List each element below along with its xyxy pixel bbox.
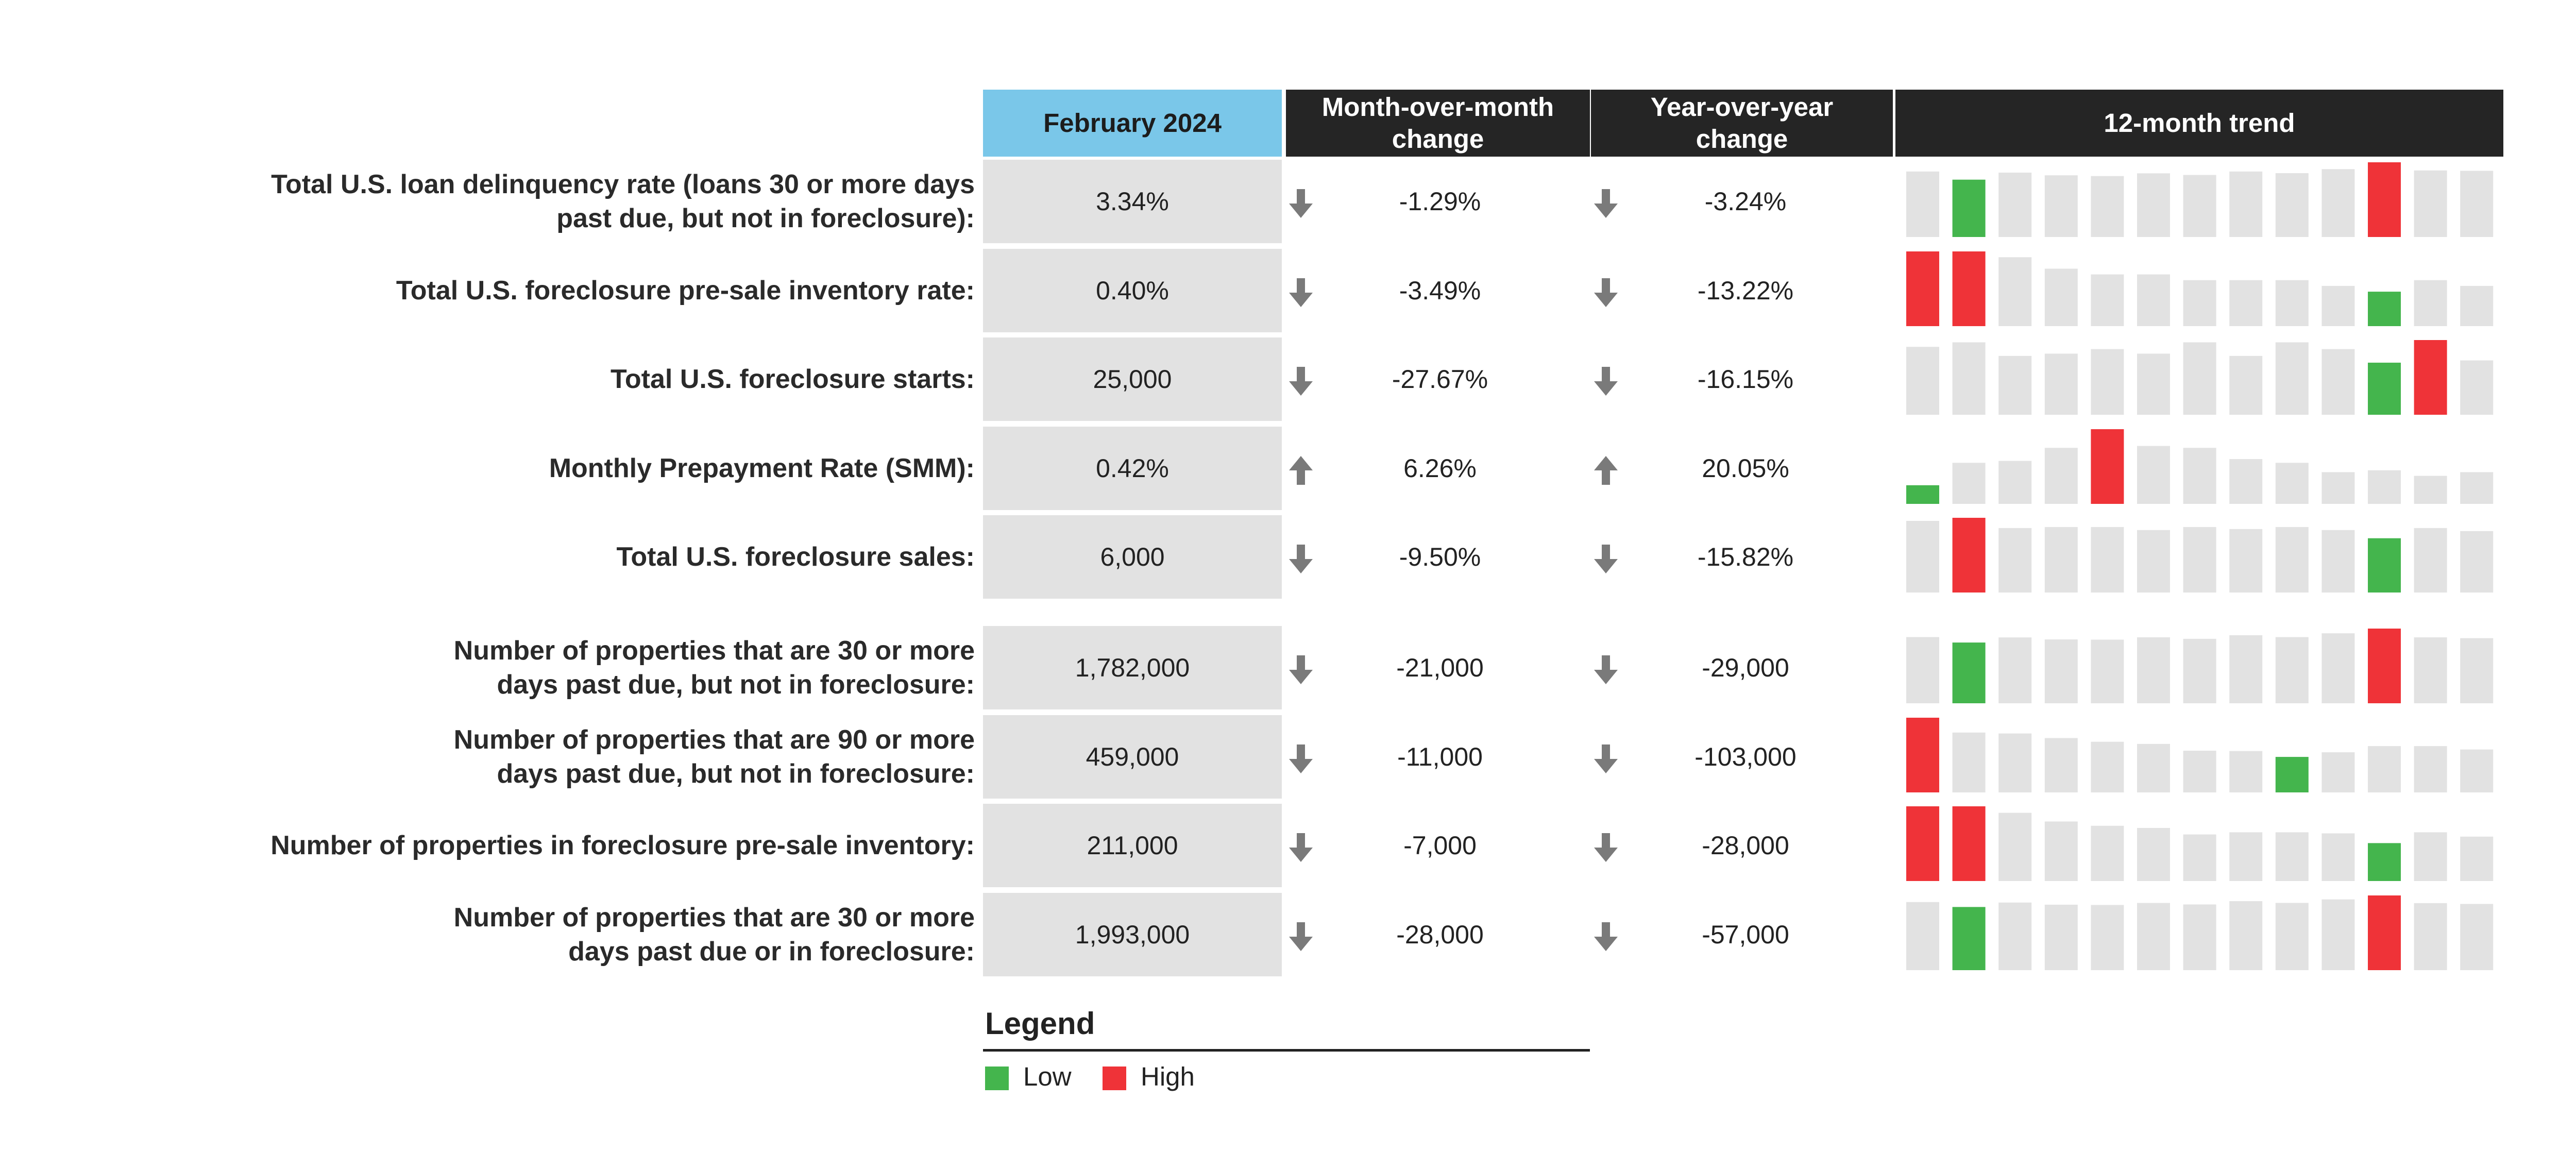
trend-bar (2276, 757, 2309, 792)
trend-bar (2045, 527, 2078, 593)
yoy-change: -28,000 (1702, 831, 1789, 860)
trend-bar (2229, 459, 2262, 504)
trend-bar (1953, 907, 1986, 970)
trend-bar (2091, 826, 2124, 881)
trend-bar (1906, 347, 1939, 415)
trend-bar (2229, 751, 2262, 792)
row-label: Number of properties that are 30 or more days past due, but not in foreclosure: (453, 636, 975, 700)
row-label: Total U.S. foreclosure starts: (611, 364, 975, 394)
trend-bar (2091, 176, 2124, 237)
trend-bar (1998, 813, 2031, 881)
table-row (0, 427, 2576, 510)
trend-bar (2460, 904, 2493, 971)
trend-bar (2137, 275, 2170, 326)
trend-bar (1906, 485, 1939, 504)
trend-bar (1906, 251, 1939, 326)
trend-bar (2091, 640, 2124, 704)
trend-bar (2091, 742, 2124, 792)
trend-bar (2321, 169, 2354, 237)
mom-change: -27.67% (1392, 365, 1488, 394)
yoy-change: -3.24% (1704, 187, 1787, 216)
trend-bar (2137, 446, 2170, 504)
trend-bar (1953, 251, 1986, 326)
trend-bar (2414, 171, 2447, 237)
trend-bar (2091, 275, 2124, 326)
mom-down-arrow-icon (1288, 188, 1314, 219)
trend-bar (2414, 528, 2447, 593)
current-value: 1,782,000 (983, 626, 1282, 709)
table-row (0, 249, 2576, 332)
row-label: Number of properties that are 90 or more days past due, but not in foreclosure: (453, 725, 975, 789)
trend-bar (2368, 629, 2401, 703)
trend-bar (2229, 280, 2262, 326)
trend-bar (2368, 363, 2401, 415)
legend-divider (983, 1049, 1590, 1052)
current-value: 6,000 (983, 515, 1282, 599)
trend-sparkline (1901, 893, 2499, 976)
trend-bar (1998, 637, 2031, 703)
trend-bar (1953, 342, 1986, 415)
trend-bar (2229, 172, 2262, 237)
trend-bar (1953, 806, 1986, 881)
table-row (0, 160, 2576, 243)
trend-sparkline (1901, 427, 2499, 510)
trend-bar (2276, 903, 2309, 970)
trend-bar (2368, 292, 2401, 326)
trend-bar (2414, 280, 2447, 326)
trend-bar (2321, 530, 2354, 593)
trend-bar (1953, 642, 1986, 703)
trend-bar (1998, 461, 2031, 504)
yoy-down-arrow-icon (1593, 277, 1619, 308)
trend-bar (1998, 173, 2031, 237)
trend-bar (2137, 637, 2170, 703)
trend-bar (2183, 751, 2216, 792)
trend-bar (2091, 905, 2124, 971)
trend-bar (2414, 832, 2447, 881)
table-row (0, 626, 2576, 709)
trend-bar (1906, 902, 1939, 970)
trend-bar (2045, 269, 2078, 327)
yoy-change: -15.82% (1697, 543, 1794, 571)
trend-bar (2276, 463, 2309, 504)
trend-bar (2414, 746, 2447, 792)
trend-bar (2368, 843, 2401, 881)
mom-down-arrow-icon (1288, 832, 1314, 863)
mom-down-arrow-icon (1288, 277, 1314, 308)
row-label: Number of properties that are 30 or more days past due or in foreclosure: (453, 903, 975, 967)
trend-bar (2183, 905, 2216, 971)
trend-bar (2460, 837, 2493, 881)
yoy-change: -16.15% (1697, 365, 1794, 394)
header-month-over-month: Month-over-month change (1286, 90, 1590, 157)
table-row (0, 515, 2576, 599)
table-row (0, 337, 2576, 421)
mom-down-arrow-icon (1288, 743, 1314, 774)
mom-change: -21,000 (1396, 653, 1484, 682)
trend-bar (1998, 356, 2031, 415)
trend-bar (2045, 353, 2078, 415)
trend-bar (2276, 527, 2309, 593)
trend-bar (1998, 528, 2031, 593)
trend-bar (2276, 173, 2309, 237)
trend-bar (2460, 750, 2493, 792)
current-value: 459,000 (983, 715, 1282, 799)
yoy-down-arrow-icon (1593, 832, 1619, 863)
trend-bar (1998, 257, 2031, 326)
trend-bar (2229, 635, 2262, 703)
trend-bar (2229, 901, 2262, 970)
trend-bar (2414, 637, 2447, 703)
current-value: 0.42% (983, 427, 1282, 510)
header-year-over-year: Year-over-year change (1591, 90, 1893, 157)
trend-bar (2229, 356, 2262, 415)
trend-bar (2460, 531, 2493, 593)
trend-bar (1998, 903, 2031, 970)
trend-bar (2183, 639, 2216, 703)
trend-bar (2321, 834, 2354, 882)
header-12-month-trend: 12-month trend (1895, 90, 2503, 157)
mom-change: -9.50% (1399, 543, 1481, 571)
table-row (0, 893, 2576, 976)
trend-sparkline (1901, 804, 2499, 887)
header-current-month: February 2024 (983, 90, 1282, 157)
row-label: Total U.S. foreclosure sales: (616, 542, 975, 572)
mom-change: -1.29% (1399, 187, 1481, 216)
current-value: 3.34% (983, 160, 1282, 243)
trend-bar (2321, 472, 2354, 504)
trend-bar (1906, 718, 1939, 792)
trend-bar (2137, 530, 2170, 593)
trend-bar (2460, 286, 2493, 326)
yoy-down-arrow-icon (1593, 366, 1619, 397)
trend-bar (2091, 527, 2124, 593)
row-label: Number of properties in foreclosure pre-sale inventory: (270, 831, 975, 860)
trend-bar (2229, 832, 2262, 881)
trend-bar (1953, 518, 1986, 593)
trend-bar (2368, 895, 2401, 970)
current-value: 211,000 (983, 804, 1282, 887)
trend-bar (1906, 521, 1939, 593)
mom-down-arrow-icon (1288, 544, 1314, 574)
trend-bar (2321, 633, 2354, 703)
yoy-change: 20.05% (1702, 454, 1789, 483)
legend-low-swatch (985, 1067, 1009, 1090)
trend-sparkline (1901, 160, 2499, 243)
yoy-change: -57,000 (1702, 920, 1789, 949)
trend-bar (2137, 173, 2170, 237)
yoy-up-arrow-icon (1593, 455, 1619, 486)
trend-bar (2321, 349, 2354, 415)
mom-down-arrow-icon (1288, 366, 1314, 397)
mom-change: -11,000 (1397, 742, 1483, 771)
yoy-down-arrow-icon (1593, 654, 1619, 685)
legend-high-label: High (1141, 1062, 1195, 1091)
mom-change: 6.26% (1403, 454, 1477, 483)
trend-bar (2460, 472, 2493, 504)
trend-bar (2045, 175, 2078, 237)
trend-sparkline (1901, 715, 2499, 799)
yoy-down-arrow-icon (1593, 921, 1619, 952)
trend-bar (2368, 746, 2401, 792)
trend-bar (2460, 361, 2493, 415)
mom-change: -28,000 (1396, 920, 1484, 949)
yoy-down-arrow-icon (1593, 544, 1619, 574)
legend-title: Legend (985, 1006, 1095, 1041)
trend-bar (2368, 470, 2401, 504)
current-value: 25,000 (983, 337, 1282, 421)
trend-bar (1953, 733, 1986, 792)
yoy-change: -13.22% (1697, 276, 1794, 305)
trend-sparkline (1901, 626, 2499, 709)
trend-bar (2045, 639, 2078, 703)
trend-bar (2460, 171, 2493, 238)
trend-bar (2137, 828, 2170, 881)
row-label: Total U.S. foreclosure pre-sale inventory rate: (396, 276, 975, 306)
trend-bar (1906, 637, 1939, 704)
trend-bar (2276, 342, 2309, 415)
trend-bar (1953, 463, 1986, 504)
trend-bar (2183, 175, 2216, 237)
trend-bar (2276, 637, 2309, 703)
trend-bar (2460, 638, 2493, 703)
row-label: Monthly Prepayment Rate (SMM): (549, 453, 975, 483)
trend-bar (2137, 353, 2170, 415)
trend-bar (2183, 527, 2216, 593)
yoy-change: -29,000 (1702, 653, 1789, 682)
trend-bar (2045, 905, 2078, 970)
mom-change: -3.49% (1399, 276, 1481, 305)
trend-bar (2276, 280, 2309, 326)
trend-bar (1906, 806, 1939, 881)
trend-bar (1998, 734, 2031, 792)
row-label: Total U.S. loan delinquency rate (loans 30 or more days past due, but not in foreclosure): (271, 170, 975, 233)
trend-bar (2229, 529, 2262, 593)
trend-bar (2091, 349, 2124, 415)
trend-bar (2091, 429, 2124, 504)
legend-low-label: Low (1023, 1062, 1072, 1091)
yoy-down-arrow-icon (1593, 743, 1619, 774)
mom-down-arrow-icon (1288, 654, 1314, 685)
trend-bar (2321, 752, 2354, 792)
trend-bar (2368, 538, 2401, 593)
trend-bar (2137, 744, 2170, 792)
yoy-down-arrow-icon (1593, 188, 1619, 219)
trend-bar (2183, 280, 2216, 326)
mom-up-arrow-icon (1288, 455, 1314, 486)
trend-bar (2321, 900, 2354, 970)
trend-bar (2414, 476, 2447, 504)
trend-bar (2368, 162, 2401, 237)
trend-bar (2183, 342, 2216, 415)
trend-bar (2414, 903, 2447, 970)
yoy-change: -103,000 (1694, 742, 1797, 771)
mom-change: -7,000 (1403, 831, 1477, 860)
trend-bar (2045, 448, 2078, 504)
trend-bar (2183, 448, 2216, 504)
trend-bar (2045, 821, 2078, 881)
trend-bar (2183, 835, 2216, 881)
trend-bar (2137, 903, 2170, 970)
current-value: 0.40% (983, 249, 1282, 332)
trend-bar (2045, 738, 2078, 793)
mom-down-arrow-icon (1288, 921, 1314, 952)
trend-sparkline (1901, 515, 2499, 599)
trend-bar (1906, 172, 1939, 237)
trend-bar (2414, 340, 2447, 415)
current-value: 1,993,000 (983, 893, 1282, 976)
trend-bar (1953, 180, 1986, 237)
trend-bar (2276, 832, 2309, 881)
table-row (0, 804, 2576, 887)
legend-high-swatch (1103, 1067, 1126, 1090)
trend-sparkline (1901, 337, 2499, 421)
table-row (0, 715, 2576, 799)
trend-bar (2321, 286, 2354, 326)
trend-sparkline (1901, 249, 2499, 332)
